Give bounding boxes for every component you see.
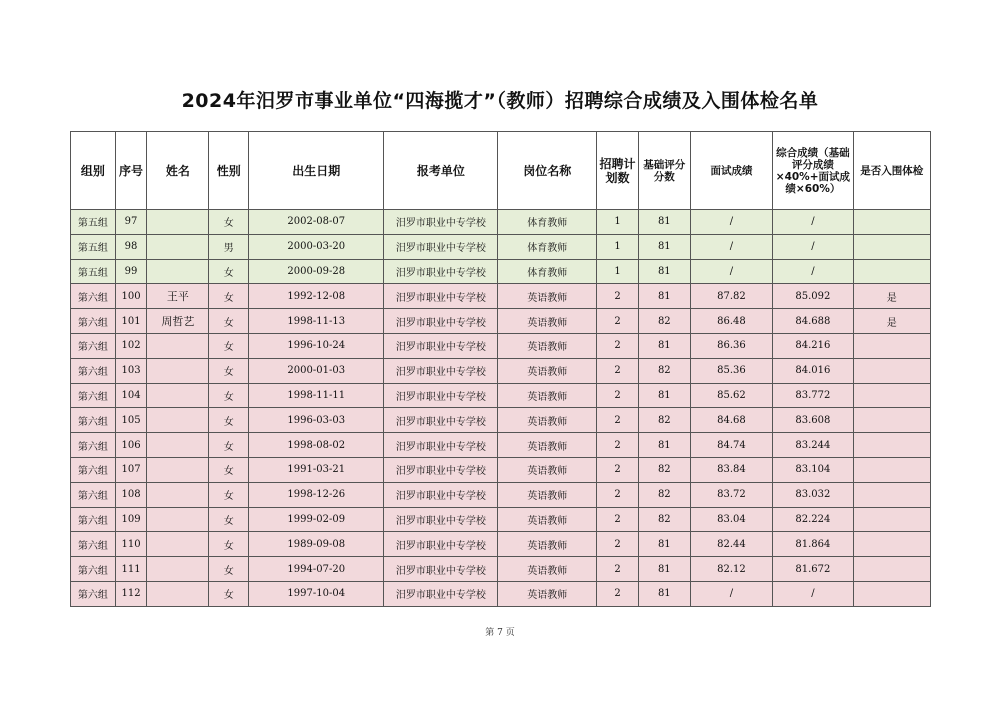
cell-base-score: 81 [638, 557, 690, 582]
page-title: 2024年汨罗市事业单位“四海揽才”（教师）招聘综合成绩及入围体检名单 [181, 90, 819, 112]
cell-unit: 汨罗市职业中专学校 [384, 433, 498, 458]
cell-shortlist [853, 532, 930, 557]
table-row [71, 433, 931, 458]
cell-total: 83.244 [773, 433, 853, 458]
cell-total: 84.688 [773, 309, 853, 334]
cell-shortlist: 是 [853, 284, 930, 309]
cell-position: 英语教师 [498, 358, 597, 383]
cell-interview: 82.44 [690, 532, 772, 557]
cell-unit: 汨罗市职业中专学校 [384, 557, 498, 582]
cell-gender: 女 [209, 507, 249, 532]
cell-base-score: 81 [638, 333, 690, 358]
cell-gender: 女 [209, 333, 249, 358]
cell-interview: 86.36 [690, 333, 772, 358]
cell-position: 英语教师 [498, 482, 597, 507]
cell-group: 第五组 [71, 234, 116, 259]
cell-unit: 汨罗市职业中专学校 [384, 259, 498, 284]
cell-gender: 女 [209, 383, 249, 408]
header-shortlist: 是否入围体检 [853, 132, 930, 210]
table-row [71, 383, 931, 408]
cell-name: 王平 [147, 284, 209, 309]
cell-base-score: 81 [638, 259, 690, 284]
table-row [71, 333, 931, 358]
table-row [71, 309, 931, 334]
cell-interview: 83.04 [690, 507, 772, 532]
cell-base-score: 81 [638, 284, 690, 309]
cell-interview: 85.62 [690, 383, 772, 408]
header-name: 姓名 [147, 132, 209, 210]
cell-seq: 99 [115, 259, 147, 284]
cell-position: 英语教师 [498, 557, 597, 582]
cell-seq: 110 [115, 532, 147, 557]
cell-birth: 1989-09-08 [249, 532, 384, 557]
table-row [71, 259, 931, 284]
cell-birth: 1991-03-21 [249, 457, 384, 482]
page-number: 第 7 页 [485, 628, 515, 638]
cell-plan: 1 [597, 210, 639, 235]
cell-seq: 103 [115, 358, 147, 383]
cell-unit: 汨罗市职业中专学校 [384, 507, 498, 532]
cell-name [147, 433, 209, 458]
cell-plan: 2 [597, 557, 639, 582]
table-body [71, 210, 931, 607]
cell-birth: 1996-10-24 [249, 333, 384, 358]
cell-total: 84.016 [773, 358, 853, 383]
cell-gender: 男 [209, 234, 249, 259]
cell-gender: 女 [209, 408, 249, 433]
cell-group: 第六组 [71, 408, 116, 433]
table-row [71, 581, 931, 606]
table-row [71, 210, 931, 235]
cell-position: 体育教师 [498, 259, 597, 284]
cell-group: 第六组 [71, 581, 116, 606]
cell-position: 英语教师 [498, 333, 597, 358]
table-row [71, 358, 931, 383]
cell-shortlist [853, 333, 930, 358]
cell-unit: 汨罗市职业中专学校 [384, 581, 498, 606]
cell-total: / [773, 259, 853, 284]
cell-position: 英语教师 [498, 433, 597, 458]
cell-total: 83.608 [773, 408, 853, 433]
cell-base-score: 82 [638, 408, 690, 433]
cell-name [147, 482, 209, 507]
cell-position: 英语教师 [498, 284, 597, 309]
cell-interview: / [690, 210, 772, 235]
cell-plan: 2 [597, 284, 639, 309]
cell-seq: 112 [115, 581, 147, 606]
cell-unit: 汨罗市职业中专学校 [384, 482, 498, 507]
cell-base-score: 81 [638, 234, 690, 259]
cell-plan: 2 [597, 309, 639, 334]
cell-total: / [773, 234, 853, 259]
cell-name: 周哲艺 [147, 309, 209, 334]
header-interview: 面试成绩 [690, 132, 772, 210]
cell-position: 英语教师 [498, 408, 597, 433]
cell-name [147, 507, 209, 532]
cell-total: 81.864 [773, 532, 853, 557]
cell-birth: 2000-01-03 [249, 358, 384, 383]
cell-interview: 86.48 [690, 309, 772, 334]
cell-birth: 1998-08-02 [249, 433, 384, 458]
cell-plan: 2 [597, 482, 639, 507]
cell-seq: 105 [115, 408, 147, 433]
table-row [71, 408, 931, 433]
cell-name [147, 333, 209, 358]
cell-name [147, 234, 209, 259]
cell-seq: 97 [115, 210, 147, 235]
header-unit: 报考单位 [384, 132, 498, 210]
cell-gender: 女 [209, 358, 249, 383]
cell-shortlist [853, 581, 930, 606]
cell-gender: 女 [209, 210, 249, 235]
cell-unit: 汨罗市职业中专学校 [384, 532, 498, 557]
cell-shortlist [853, 557, 930, 582]
cell-gender: 女 [209, 482, 249, 507]
cell-group: 第六组 [71, 557, 116, 582]
cell-plan: 2 [597, 581, 639, 606]
cell-seq: 102 [115, 333, 147, 358]
header-total: 综合成绩（基础评分成绩×40%+面试成绩×60%） [773, 132, 853, 210]
cell-total: 81.672 [773, 557, 853, 582]
cell-interview: 85.36 [690, 358, 772, 383]
cell-birth: 1992-12-08 [249, 284, 384, 309]
cell-interview: 83.84 [690, 457, 772, 482]
cell-group: 第六组 [71, 433, 116, 458]
cell-interview: 82.12 [690, 557, 772, 582]
cell-unit: 汨罗市职业中专学校 [384, 457, 498, 482]
cell-group: 第六组 [71, 333, 116, 358]
cell-birth: 2000-09-28 [249, 259, 384, 284]
cell-base-score: 81 [638, 210, 690, 235]
cell-unit: 汨罗市职业中专学校 [384, 358, 498, 383]
cell-birth: 1998-11-11 [249, 383, 384, 408]
cell-base-score: 81 [638, 532, 690, 557]
cell-position: 英语教师 [498, 532, 597, 557]
cell-birth: 2000-03-20 [249, 234, 384, 259]
cell-base-score: 81 [638, 581, 690, 606]
cell-total: 85.092 [773, 284, 853, 309]
cell-name [147, 408, 209, 433]
table-row [71, 557, 931, 582]
cell-plan: 2 [597, 457, 639, 482]
cell-name [147, 581, 209, 606]
cell-position: 英语教师 [498, 581, 597, 606]
table-header-row [71, 132, 931, 210]
cell-birth: 1998-11-13 [249, 309, 384, 334]
header-base-score: 基础评分分数 [638, 132, 690, 210]
cell-gender: 女 [209, 557, 249, 582]
cell-base-score: 82 [638, 507, 690, 532]
results-table [70, 131, 931, 607]
cell-group: 第六组 [71, 284, 116, 309]
cell-seq: 109 [115, 507, 147, 532]
cell-plan: 1 [597, 234, 639, 259]
cell-plan: 2 [597, 383, 639, 408]
cell-interview: / [690, 259, 772, 284]
cell-base-score: 82 [638, 358, 690, 383]
cell-shortlist [853, 408, 930, 433]
cell-seq: 107 [115, 457, 147, 482]
cell-unit: 汨罗市职业中专学校 [384, 234, 498, 259]
cell-total: 84.216 [773, 333, 853, 358]
cell-birth: 1996-03-03 [249, 408, 384, 433]
cell-shortlist [853, 433, 930, 458]
cell-gender: 女 [209, 581, 249, 606]
cell-shortlist [853, 457, 930, 482]
cell-total: 83.104 [773, 457, 853, 482]
cell-birth: 1994-07-20 [249, 557, 384, 582]
cell-plan: 2 [597, 433, 639, 458]
cell-seq: 108 [115, 482, 147, 507]
cell-gender: 女 [209, 309, 249, 334]
cell-gender: 女 [209, 433, 249, 458]
cell-base-score: 82 [638, 309, 690, 334]
cell-shortlist [853, 259, 930, 284]
cell-total: 83.772 [773, 383, 853, 408]
cell-position: 英语教师 [498, 383, 597, 408]
table-row [71, 234, 931, 259]
table-row [71, 284, 931, 309]
cell-unit: 汨罗市职业中专学校 [384, 333, 498, 358]
cell-name [147, 259, 209, 284]
table-row [71, 457, 931, 482]
header-birth: 出生日期 [249, 132, 384, 210]
table-row [71, 507, 931, 532]
cell-group: 第六组 [71, 482, 116, 507]
cell-group: 第五组 [71, 210, 116, 235]
cell-seq: 104 [115, 383, 147, 408]
cell-shortlist [853, 210, 930, 235]
cell-position: 体育教师 [498, 210, 597, 235]
cell-birth: 2002-08-07 [249, 210, 384, 235]
cell-gender: 女 [209, 532, 249, 557]
cell-seq: 106 [115, 433, 147, 458]
cell-position: 英语教师 [498, 507, 597, 532]
cell-plan: 1 [597, 259, 639, 284]
cell-gender: 女 [209, 457, 249, 482]
cell-interview: / [690, 234, 772, 259]
cell-name [147, 557, 209, 582]
cell-plan: 2 [597, 358, 639, 383]
cell-group: 第六组 [71, 309, 116, 334]
cell-shortlist [853, 383, 930, 408]
cell-birth: 1998-12-26 [249, 482, 384, 507]
cell-name [147, 383, 209, 408]
cell-group: 第六组 [71, 532, 116, 557]
cell-position: 英语教师 [498, 457, 597, 482]
cell-position: 体育教师 [498, 234, 597, 259]
table-row [71, 482, 931, 507]
cell-name [147, 210, 209, 235]
cell-interview: / [690, 581, 772, 606]
cell-plan: 2 [597, 507, 639, 532]
cell-plan: 2 [597, 408, 639, 433]
cell-group: 第六组 [71, 457, 116, 482]
cell-total: / [773, 581, 853, 606]
cell-name [147, 358, 209, 383]
cell-unit: 汨罗市职业中专学校 [384, 309, 498, 334]
cell-shortlist: 是 [853, 309, 930, 334]
header-position: 岗位名称 [498, 132, 597, 210]
cell-plan: 2 [597, 532, 639, 557]
cell-shortlist [853, 358, 930, 383]
cell-position: 英语教师 [498, 309, 597, 334]
cell-gender: 女 [209, 284, 249, 309]
cell-group: 第六组 [71, 507, 116, 532]
cell-birth: 1999-02-09 [249, 507, 384, 532]
cell-unit: 汨罗市职业中专学校 [384, 408, 498, 433]
cell-gender: 女 [209, 259, 249, 284]
cell-interview: 84.74 [690, 433, 772, 458]
cell-seq: 98 [115, 234, 147, 259]
header-gender: 性别 [209, 132, 249, 210]
cell-birth: 1997-10-04 [249, 581, 384, 606]
header-group: 组别 [71, 132, 116, 210]
cell-seq: 101 [115, 309, 147, 334]
cell-shortlist [853, 507, 930, 532]
cell-interview: 83.72 [690, 482, 772, 507]
header-seq: 序号 [115, 132, 147, 210]
cell-total: 83.032 [773, 482, 853, 507]
cell-base-score: 81 [638, 433, 690, 458]
cell-base-score: 81 [638, 383, 690, 408]
header-plan: 招聘计划数 [597, 132, 639, 210]
cell-unit: 汨罗市职业中专学校 [384, 383, 498, 408]
cell-shortlist [853, 234, 930, 259]
cell-name [147, 532, 209, 557]
cell-unit: 汨罗市职业中专学校 [384, 284, 498, 309]
cell-total: / [773, 210, 853, 235]
cell-shortlist [853, 482, 930, 507]
cell-group: 第六组 [71, 383, 116, 408]
cell-seq: 111 [115, 557, 147, 582]
cell-seq: 100 [115, 284, 147, 309]
cell-base-score: 82 [638, 482, 690, 507]
cell-group: 第五组 [71, 259, 116, 284]
cell-interview: 87.82 [690, 284, 772, 309]
cell-group: 第六组 [71, 358, 116, 383]
cell-name [147, 457, 209, 482]
table-row [71, 532, 931, 557]
cell-interview: 84.68 [690, 408, 772, 433]
cell-unit: 汨罗市职业中专学校 [384, 210, 498, 235]
cell-plan: 2 [597, 333, 639, 358]
cell-total: 82.224 [773, 507, 853, 532]
cell-base-score: 82 [638, 457, 690, 482]
